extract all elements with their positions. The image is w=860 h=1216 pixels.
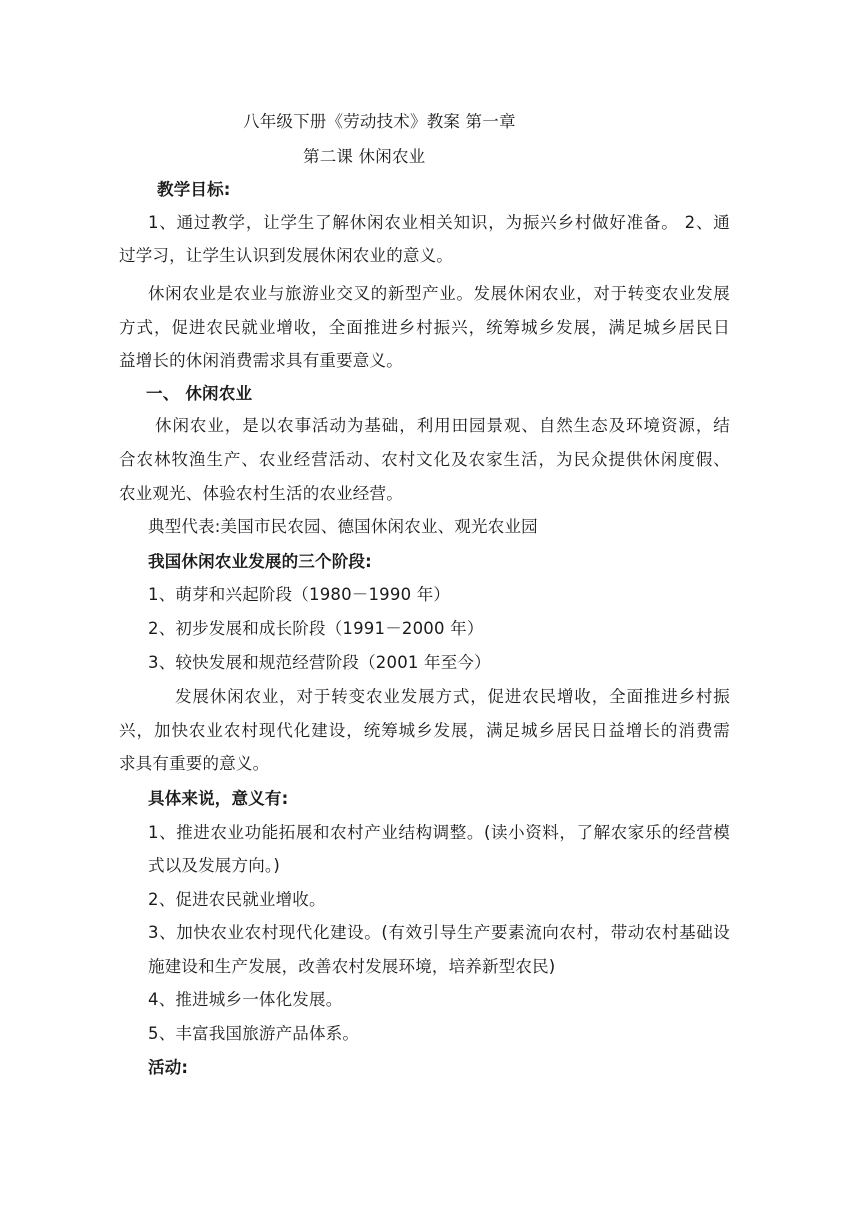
typical-examples: 典型代表:美国市民农园、德国休闲农业、观光农业园 (148, 517, 538, 536)
document-title: 八年级下册《劳动技术》教案 第一章 (243, 112, 516, 131)
meaning-heading: 具体来说，意义有: (148, 789, 289, 808)
activity-heading: 活动: (148, 1058, 189, 1077)
significance-line-3: 求具有重要的意义。 (119, 754, 270, 773)
objectives-line-1: 1、通过教学，让学生了解休闲农业相关知识，为振兴乡村做好准备。 2、通 (148, 213, 730, 232)
meaning-2: 2、促进农民就业增收。 (148, 890, 326, 909)
definition-line-1: 休闲农业，是以农事活动为基础，利用田园景观、自然生态及环境资源，结 (155, 416, 730, 435)
definition-line-3: 农业观光、体验农村生活的农业经营。 (119, 484, 403, 503)
meaning-4: 4、推进城乡一体化发展。 (148, 990, 343, 1009)
stage-item: 3、较快发展和规范经营阶段（2001 年至今） (148, 653, 491, 672)
stages-heading: 我国休闲农业发展的三个阶段: (148, 552, 372, 571)
lesson-subtitle: 第二课 休闲农业 (303, 147, 426, 166)
section-1-heading: 一、 休闲农业 (146, 384, 253, 403)
significance-line-2: 兴，加快农业农村现代化建设，统筹城乡发展，满足城乡居民日益增长的消费需 (119, 721, 730, 740)
meaning-3-line-2: 施建设和生产发展，改善农村发展环境，培养新型农民) (148, 957, 556, 976)
meaning-1-line-1: 1、推进农业功能拓展和农村产业结构调整。(读小资料，了解农家乐的经营模 (148, 823, 730, 842)
meaning-5: 5、丰富我国旅游产品体系。 (148, 1024, 360, 1043)
objectives-line-2: 过学习，让学生认识到发展休闲农业的意义。 (119, 246, 453, 265)
stage-item: 2、初步发展和成长阶段（1991－2000 年） (148, 619, 484, 638)
significance-line-1: 发展休闲农业，对于转变农业发展方式，促进农民增收，全面推进乡村振 (175, 687, 730, 706)
definition-line-2: 合农林牧渔生产、农业经营活动、农村文化及农家生活，为民众提供休闲度假、 (119, 450, 730, 469)
intro-line-2: 方式，促进农民就业增收，全面推进乡村振兴，统筹城乡发展，满足城乡居民日 (119, 318, 730, 337)
stage-item: 1、萌芽和兴起阶段（1980－1990 年） (148, 585, 451, 604)
intro-line-1: 休闲农业是农业与旅游业交叉的新型产业。发展休闲农业，对于转变农业发展 (148, 284, 730, 303)
intro-line-3: 益增长的休闲消费需求具有重要意义。 (119, 351, 403, 370)
meaning-1-line-2: 式以及发展方向。) (148, 856, 280, 875)
objectives-heading: 教学目标: (157, 180, 231, 199)
meaning-3-line-1: 3、加快农业农村现代化建设。(有效引导生产要素流向农村，带动农村基础设 (148, 923, 730, 942)
